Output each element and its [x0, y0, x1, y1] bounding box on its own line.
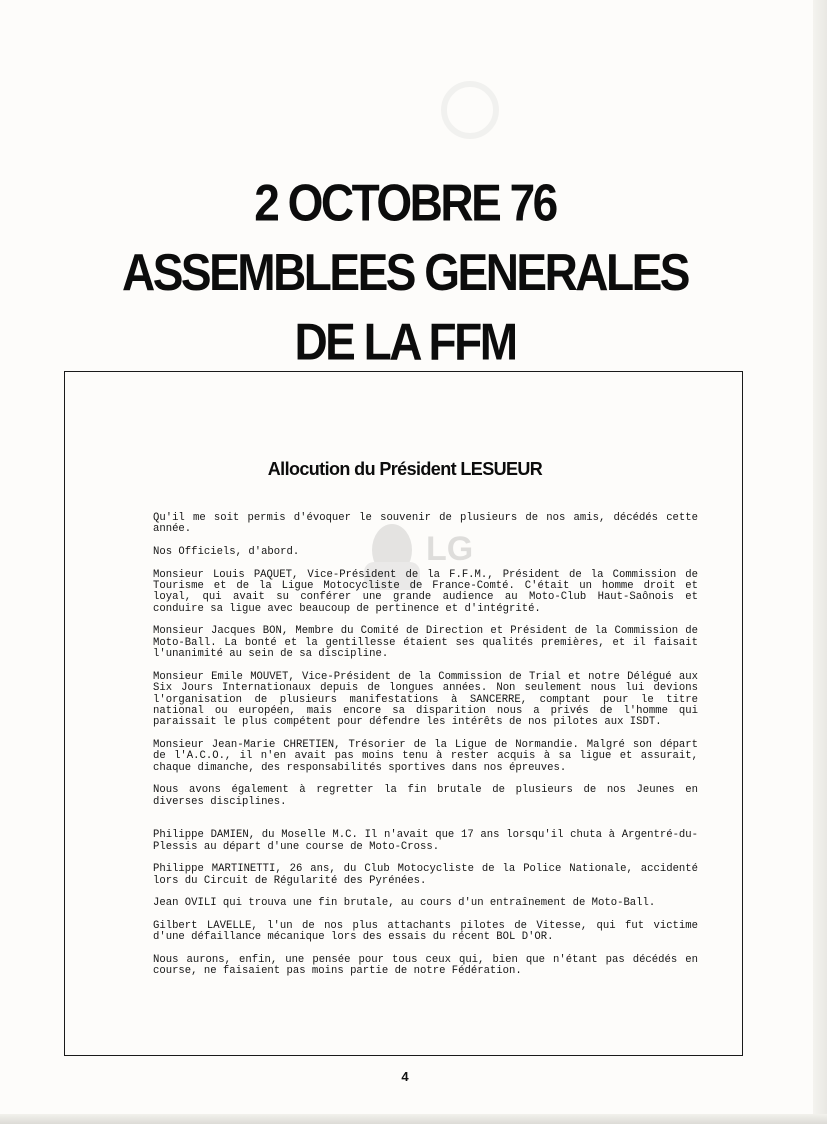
speech-body — [153, 513, 698, 989]
page-edge-bottom — [0, 1114, 827, 1124]
paragraph-paquet: Monsieur Louis PAQUET, Vice-Président de la F.F.M., Président de la Commission de Tourisme et de la Ligue Motocycliste de France-Comté. C'était un homme droit et loyal, qui avait su conférer une grande audience au Moto-Club Haut-Saônois et conduire sa ligue avec beaucoup de pertinence et d'intégrité. — [153, 568, 698, 615]
paragraph-mouvet: Monsieur Emile MOUVET, Vice-Président de la Commission de Trial et notre Délégué aux Six Jours Internationaux depuis de longues années. Non seulement nous lui devions l'organisation de plusieurs manifestations à SANCERRE, comptant pour le titre national ou européen, mais encore sa disparition nous a privés de l'homme qui paraissait le plus compétent pour défendre les intérêts de nos pilotes aux ISDT. — [153, 670, 698, 729]
paragraph-intro: Qu'il me soit permis d'évoquer le souvenir de plusieurs de nos amis, décédés cette année. — [153, 512, 698, 536]
paragraph-bon: Monsieur Jacques BON, Membre du Comité de Direction et Président de la Commission de Moto-Ball. La bonté et la gentillesse étaient ses qualités premières, et il faisait l'unanimité au sein de sa discipline. — [153, 625, 698, 661]
page-number: 4 — [401, 1069, 409, 1084]
headline-event: ASSEMBLEES GENERALES — [122, 243, 688, 302]
show-through-logo-icon — [440, 80, 500, 140]
paragraph-chretien: Monsieur Jean-Marie CHRETIEN, Trésorier de la Ligue de Normandie. Malgré son départ de l'A.C.O., il n'en avait pas moins tenu à rester acquis à sa ligue et assurait, chaque dimanche, des responsabilités sportives dans nos épreuves. — [153, 739, 698, 774]
paragraph-jeunes: Nous avons également à regretter la fin brutale de plusieurs de nos Jeunes en diverses disciplines. — [153, 784, 698, 808]
paragraph-officials: Nos Officiels, d'abord. — [153, 546, 300, 558]
paragraph-damien: Philippe DAMIEN, du Moselle M.C. Il n'avait que 17 ans lorsqu'il chuta à Argentré-du-Plessis au départ d'une course de Moto-Cross. — [153, 829, 698, 853]
paragraph-ovili: Jean OVILI qui trouva une fin brutale, au cours d'un entraînement de Moto-Ball. — [153, 897, 656, 910]
paragraph-closing: Nous aurons, enfin, une pensée pour tous ceux qui, bien que n'étant pas décédés en course, ne faisaient pas moins partie de notre Fédération. — [153, 953, 698, 978]
page-edge — [813, 0, 827, 1124]
svg-text:LG: LG — [426, 530, 474, 568]
headline-organization: DE LA FFM — [294, 312, 516, 371]
paragraph-lavelle: Gilbert LAVELLE, l'un de nos plus attachants pilotes de Vitesse, qui fut victime d'une défaillance mécanique lors des essais du récent BOL D'OR. — [153, 919, 698, 944]
headline-date: 2 OCTOBRE 76 — [254, 173, 556, 232]
paragraph-martinetti: Philippe MARTINETTI, 26 ans, du Club Motocycliste de la Police Nationale, accidenté lors du Circuit de Régularité des Pyrénées. — [153, 863, 698, 887]
article-title: Allocution du Président LESUEUR — [267, 459, 543, 479]
headline — [0, 168, 810, 376]
